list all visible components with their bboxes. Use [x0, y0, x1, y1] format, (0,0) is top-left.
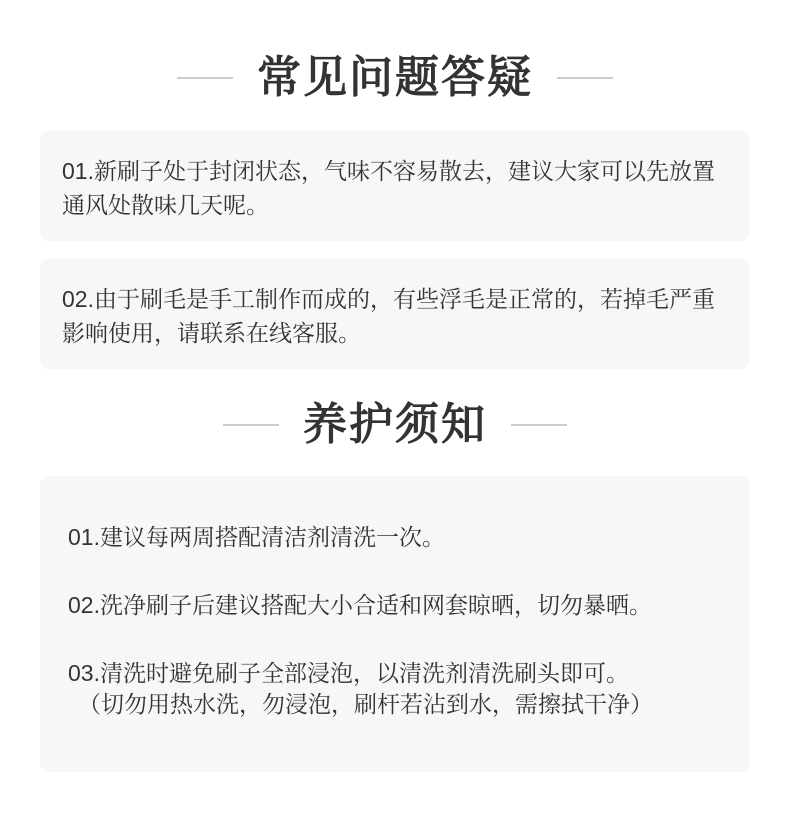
care-section-title: 养护须知	[303, 400, 487, 449]
care-item-3-text: 03.清洗时避免刷子全部浸泡，以清洗剂清洗刷头即可。	[68, 660, 629, 686]
care-item-1-text: 01.建议每两周搭配清洁剂清洗一次。	[68, 524, 445, 550]
care-item-3-note: （切勿用热水洗，勿浸泡，刷杆若沾到水，需擦拭干净）	[78, 691, 653, 717]
faq-item-2-text: 02.由于刷毛是手工制作而成的，有些浮毛是正常的，若掉毛严重影响使用，请联系在线客服。	[62, 286, 715, 346]
care-item-3	[68, 658, 722, 720]
faq-section-header	[0, 0, 790, 103]
title-divider-right	[557, 77, 613, 79]
faq-item-1-text: 01.新刷子处于封闭状态，气味不容易散去，建议大家可以先放置通风处散味几天呢。	[62, 158, 715, 218]
faq-section-title: 常见问题答疑	[257, 53, 533, 102]
title-divider-right	[511, 424, 567, 426]
care-section-header	[0, 400, 790, 450]
faq-card-2	[40, 259, 750, 369]
faq-card-1	[40, 131, 750, 241]
title-divider-left	[177, 77, 233, 79]
care-item-2-text: 02.洗净刷子后建议搭配大小合适和网套晾晒，切勿暴晒。	[68, 592, 652, 618]
title-divider-left	[223, 424, 279, 426]
care-card	[40, 476, 750, 772]
